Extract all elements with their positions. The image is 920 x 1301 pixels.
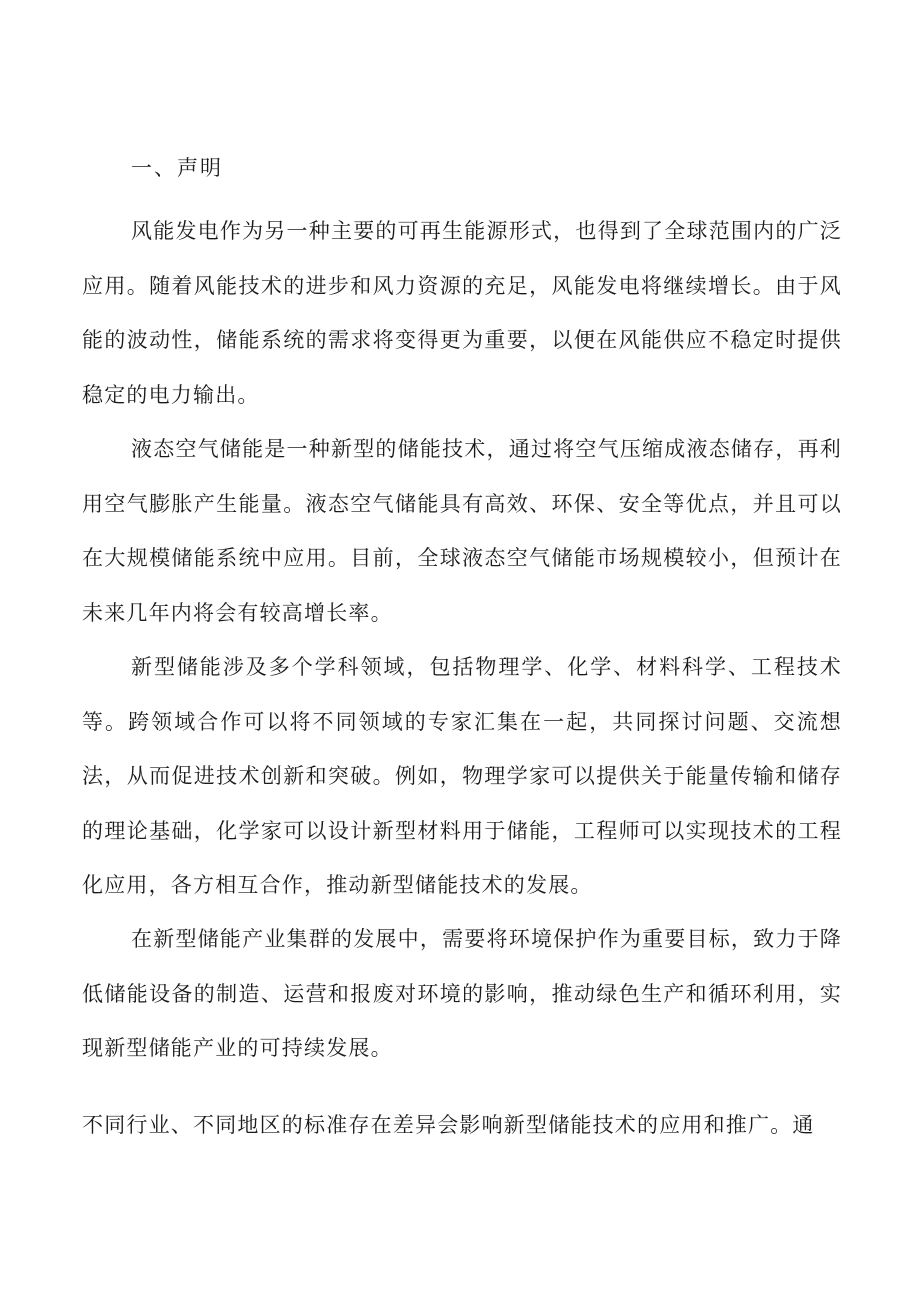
- paragraph-cross-discipline: 新型储能涉及多个学科领域，包括物理学、化学、材料科学、工程技术等。跨领域合作可以将不同领域的专家汇集在一起，共同探讨问题、交流想法，从而促进技术创新和突破。例如，物理学家可以提供关于能量传输和储存的理论基础，化学家可以设计新型材料用于储能，工程师可以实现技术的工程化应用，各方相互合作，推动新型储能技术的发展。: [82, 655, 842, 897]
- section-heading: 一、声明: [131, 156, 223, 180]
- paragraph-environment: 在新型储能产业集群的发展中，需要将环境保护作为重要目标，致力于降低储能设备的制造、运营和报废对环境的影响，推动绿色生产和循环利用，实现新型储能产业的可持续发展。: [82, 927, 842, 1060]
- paragraph-wind-power: 风能发电作为另一种主要的可再生能源形式，也得到了全球范围内的广泛应用。随着风能技术的进步和风力资源的充足，风能发电将继续增长。由于风能的波动性，储能系统的需求将变得更为重要，以便在风能供应不稳定时提供稳定的电力输出。: [82, 219, 842, 407]
- paragraph-liquid-air-storage: 液态空气储能是一种新型的储能技术，通过将空气压缩成液态储存，再利用空气膨胀产生能量。液态空气储能具有高效、环保、安全等优点，并且可以在大规模储能系统中应用。目前，全球液态空气储能市场规模较小，但预计在未来几年内将会有较高增长率。: [82, 437, 842, 625]
- paragraph-standards: 不同行业、不同地区的标准存在差异会影响新型储能技术的应用和推广。通: [82, 1113, 815, 1137]
